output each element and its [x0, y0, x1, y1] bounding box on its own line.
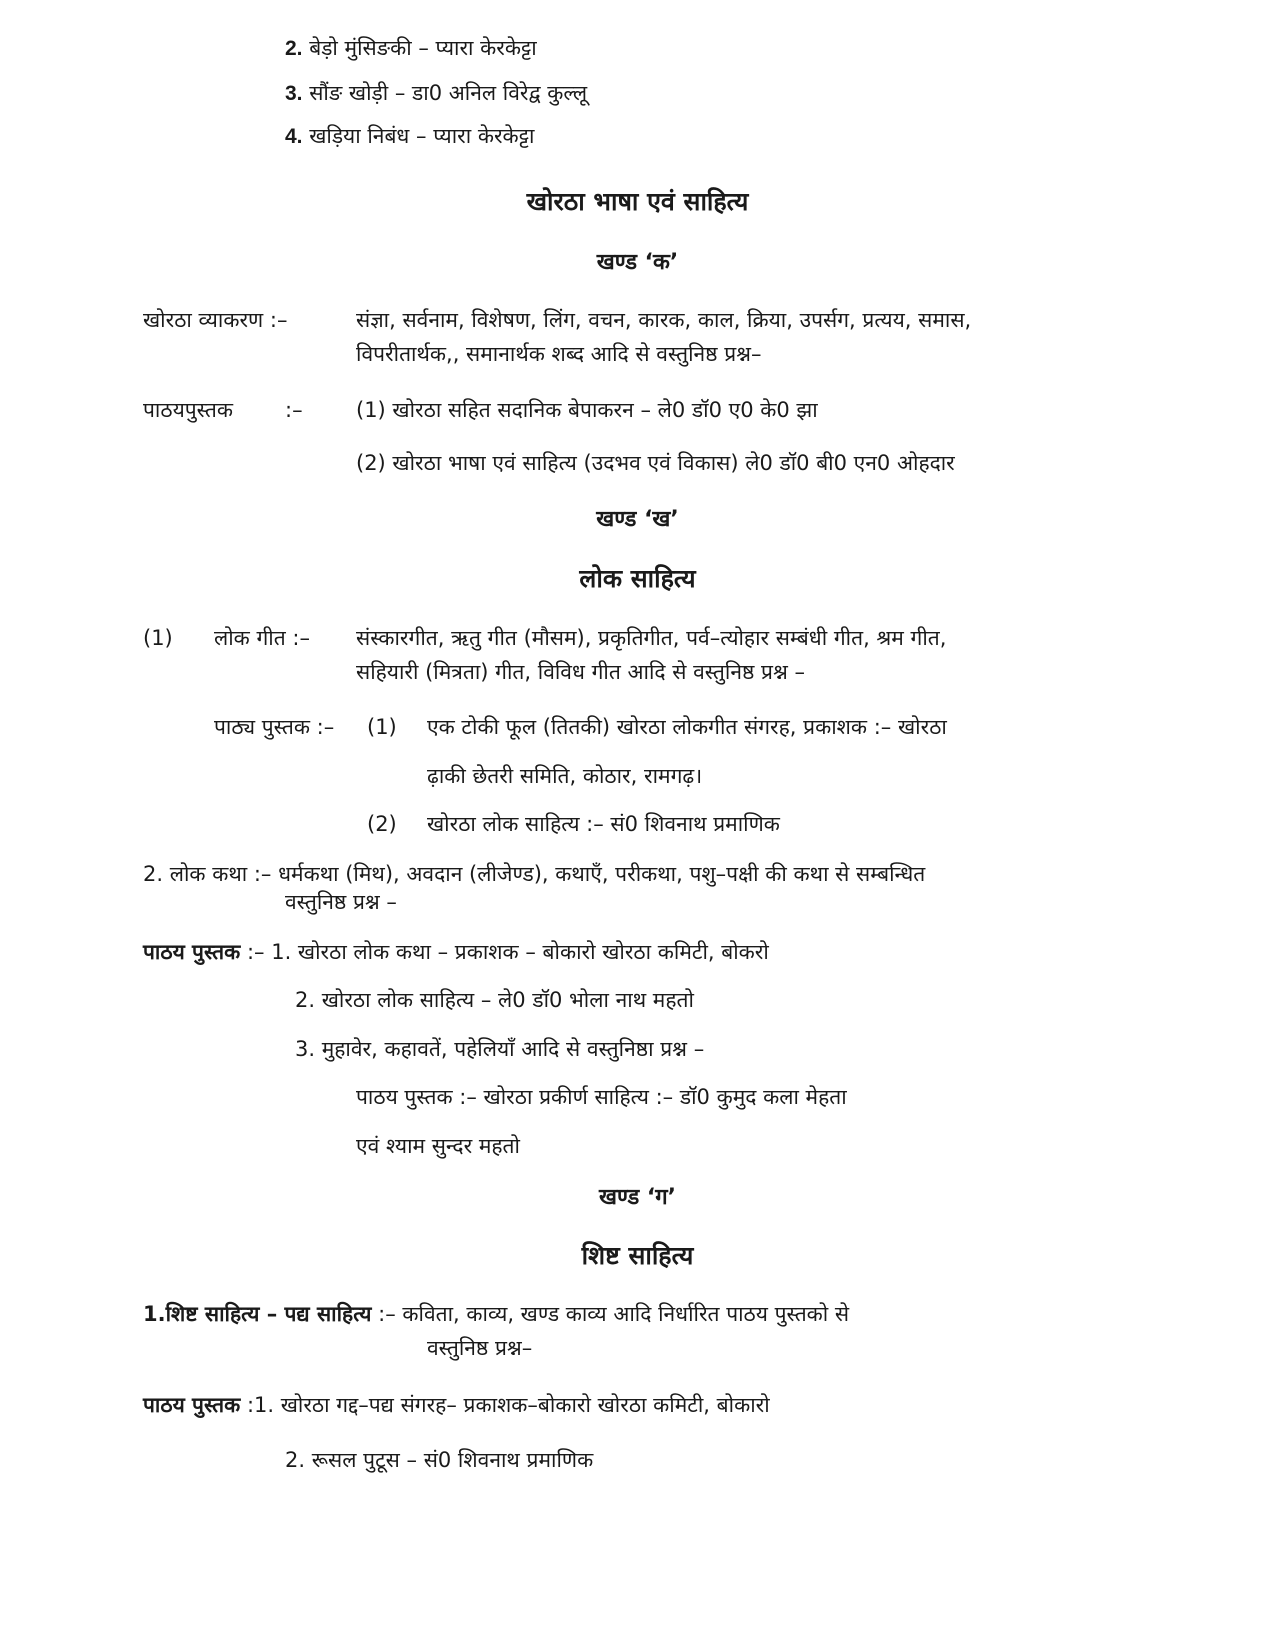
lok-katha-line1: 2. लोक कथा :– धर्मकथा (मिथ), अवदान (लीजेण्ड), कथाएँ, परीकथा, पशु–पक्षी की कथा से सम्बन्धित	[143, 862, 926, 886]
khand-ka-heading: खण्ड ‘क’	[596, 250, 679, 275]
padya-sahitya-text: :– कविता, काव्य, खण्ड काव्य आदि निर्धारित पाठय पुस्तको से	[371, 1302, 850, 1326]
khand-ga-heading: खण्ड ‘ग’	[599, 1185, 676, 1210]
sub-textbook-line1: पाठय पुस्तक :– खोरठा प्रकीर्ण साहित्य :– डॉ0 कुमुद कला मेहता	[356, 1085, 847, 1109]
lok-katha-line2: वस्तुनिष्ठ प्रश्न –	[285, 890, 397, 914]
shisht-sahitya-heading: शिष्ट साहित्य	[581, 1241, 694, 1270]
lok-geet-line2: सहियारी (मित्रता) गीत, विविध गीत आदि से वस्तुनिष्ठ प्रश्न –	[356, 660, 805, 684]
lok-geet-book-line1: खोरठा लोक साहित्य :– सं0 शिवनाथ प्रमाणिक	[427, 812, 780, 836]
lok-katha-textbook-label: पाठय पुस्तक	[143, 940, 241, 964]
shisht-textbook-item: 2. रूसल पुटूस – सं0 शिवनाथ प्रमाणिक	[285, 1448, 594, 1472]
list-item	[285, 122, 534, 151]
lok-katha-textbooks	[143, 938, 769, 966]
sub-textbook-line2: एवं श्याम सुन्दर महतो	[356, 1134, 520, 1158]
list-item-number: 3.	[285, 82, 303, 105]
lok-geet-book-line2: ढ़ाकी छेतरी समिति, कोठार, रामगढ़।	[427, 764, 703, 788]
lok-sahitya-heading: लोक साहित्य	[579, 564, 696, 593]
lok-geet-book-number: (2)	[367, 812, 397, 836]
shisht-textbook-label: पाठय पुस्तक	[143, 1393, 241, 1417]
padya-sahitya-line2: वस्तुनिष्ठ प्रश्न–	[427, 1336, 533, 1360]
textbook-label: पाठयपुस्तक	[143, 398, 233, 422]
list-item	[285, 34, 537, 63]
lok-katha-book: 3. मुहावेर, कहावतें, पहेलियाँ आदि से वस्तुनिष्ठा प्रश्न –	[295, 1037, 705, 1061]
textbook-separator: :–	[285, 398, 303, 422]
grammar-topics-line1: संज्ञा, सर्वनाम, विशेषण, लिंग, वचन, कारक, काल, क्रिया, उपर्सग, प्रत्यय, समास,	[356, 308, 972, 332]
list-item-text: सौंङ खोड़ी – डा0 अनिल विरेद्व कुल्लू	[309, 81, 588, 105]
lok-katha-textbook-separator: :–	[240, 940, 272, 964]
grammar-label: खोरठा व्याकरण :–	[143, 308, 288, 332]
padya-sahitya-line1	[143, 1300, 849, 1328]
lok-geet-book-number: (1)	[367, 715, 397, 739]
khand-kha-heading: खण्ड ‘ख’	[596, 507, 679, 532]
textbook-item: (2) खोरठा भाषा एवं साहित्य (उदभव एवं विकास) ले0 डॉ0 बी0 एन0 ओहदार	[356, 451, 955, 475]
list-item-text: बेड़ो मुंसिङकी – प्यारा केरकेट्टा	[309, 36, 537, 60]
lok-geet-book-line1: एक टोकी फूल (तितकी) खोरठा लोकगीत संगरह, प्रकाशक :– खोरठा	[427, 715, 947, 739]
lok-katha-book: 2. खोरठा लोक साहित्य – ले0 डॉ0 भोला नाथ महतो	[295, 988, 694, 1012]
lok-geet-line1: संस्कारगीत, ऋतु गीत (मौसम), प्रकृतिगीत, पर्व–त्योहार सम्बंधी गीत, श्रम गीत,	[356, 626, 947, 650]
textbook-item: (1) खोरठा सहित सदानिक बेपाकरन – ले0 डॉ0 ए0 के0 झा	[356, 398, 818, 422]
lok-katha-book: 1. खोरठा लोक कथा – प्रकाशक – बोकारो खोरठा कमिटी, बोकरो	[271, 940, 769, 964]
list-item-number: 4.	[285, 125, 303, 148]
shisht-textbook-item: :1. खोरठा गद्द–पद्य संगरह– प्रकाशक–बोकारो खोरठा कमिटी, बोकारो	[240, 1393, 770, 1417]
section-title: खोरठा भाषा एवं साहित्य	[526, 187, 749, 216]
list-item	[285, 79, 587, 108]
padya-sahitya-label: 1.शिष्ट साहित्य – पद्य साहित्य	[143, 1302, 372, 1326]
list-item-number: 2.	[285, 37, 303, 60]
lok-geet-label: लोक गीत :–	[214, 626, 310, 650]
lok-geet-textbook-label: पाठ्य पुस्तक :–	[214, 715, 335, 739]
shisht-textbooks-line1	[143, 1391, 770, 1419]
grammar-topics-line2: विपरीतार्थक,, समानार्थक शब्द आदि से वस्तुनिष्ठ प्रश्न–	[356, 342, 762, 366]
lok-geet-number: (1)	[143, 626, 173, 650]
list-item-text: खड़िया निबंध – प्यारा केरकेट्टा	[309, 124, 535, 148]
